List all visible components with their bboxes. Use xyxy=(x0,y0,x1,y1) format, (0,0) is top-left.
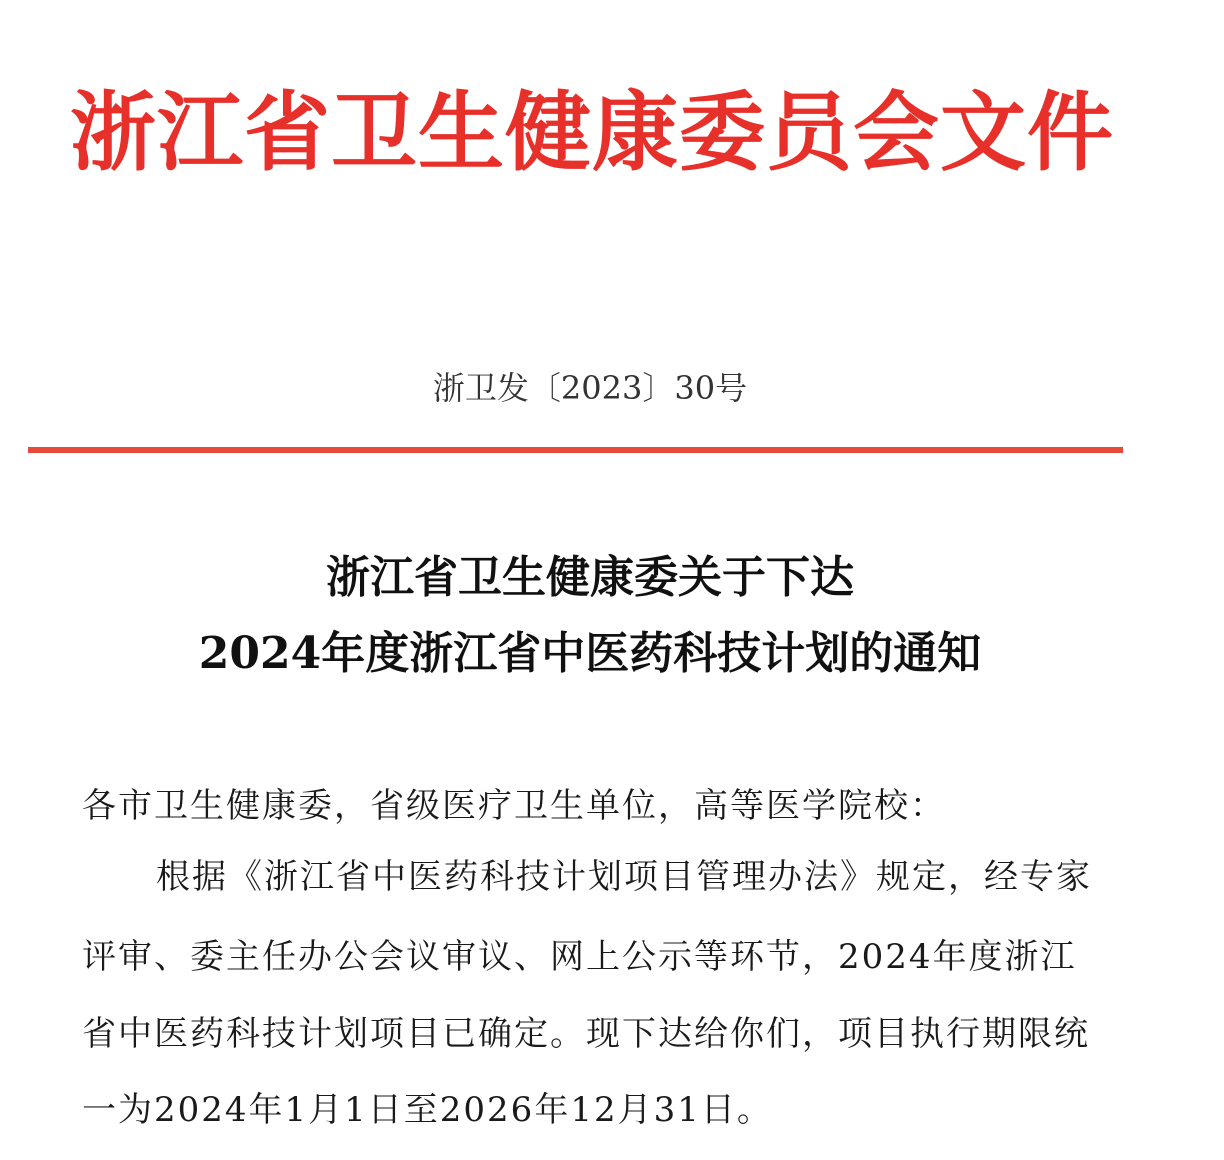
body-paragraph-line: 评审、委主任办公会议审议、网上公示等环节，2024年度浙江 xyxy=(82,937,1077,977)
document-number: 浙卫发〔2023〕30号 xyxy=(432,369,748,407)
red-divider-line xyxy=(28,447,1123,453)
body-paragraph-line: 一为2024年1月1日至2026年12月31日。 xyxy=(82,1090,773,1130)
body-paragraph-line: 省中医药科技计划项目已确定。现下达给你们，项目执行期限统 xyxy=(82,1014,1090,1054)
notice-title-line-2: 2024年度浙江省中医药科技计划的通知 xyxy=(198,628,982,679)
body-paragraph-line: 根据《浙江省中医药科技计划项目管理办法》规定，经专家 xyxy=(156,857,1092,897)
notice-title-line-1: 浙江省卫生健康委关于下达 xyxy=(326,552,854,603)
document-header-title: 浙江省卫生健康委员会文件 xyxy=(70,83,1114,183)
salutation: 各市卫生健康委，省级医疗卫生单位，高等医学院校： xyxy=(82,786,946,826)
